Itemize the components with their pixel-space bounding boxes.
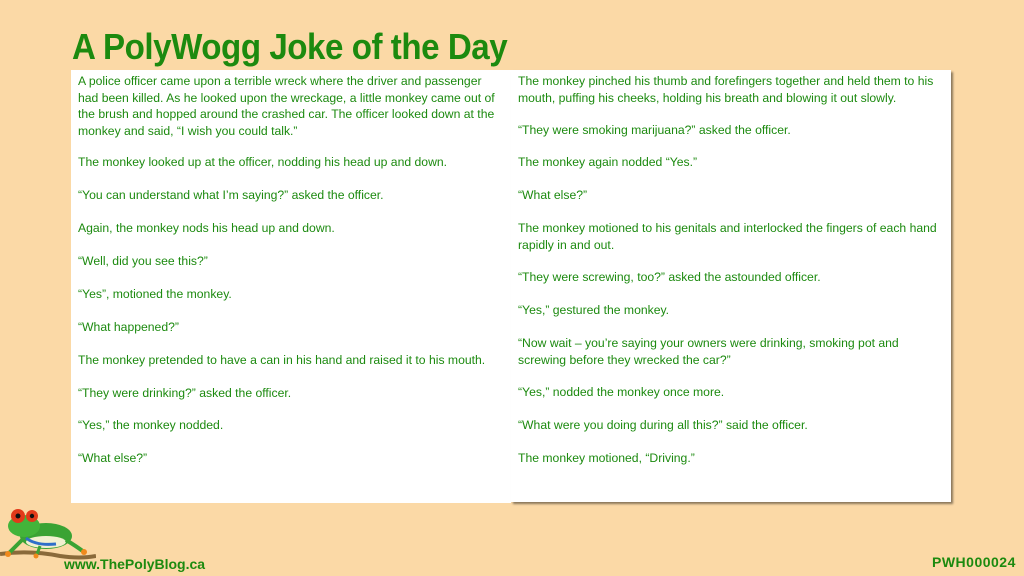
joke-paragraph: The monkey pretended to have a can in his hand and raised it to his mouth. (78, 353, 486, 367)
joke-paragraph: “What happened?” (78, 320, 179, 334)
joke-paragraph: “What else?” (78, 451, 148, 465)
joke-paragraph: “Yes,” nodded the monkey once more. (518, 385, 725, 399)
joke-paragraph: “You can understand what I’m saying?” asked the officer. (78, 188, 384, 202)
joke-paragraph: “What were you doing during all this?” said the officer. (518, 418, 808, 432)
website-link[interactable]: www.ThePolyBlog.ca (64, 556, 206, 572)
joke-paragraph: The monkey motioned, “Driving.” (518, 451, 695, 465)
joke-paragraph: “Yes,” gestured the monkey. (518, 303, 670, 317)
joke-paragraph: The monkey looked up at the officer, nodding his head up and down. (78, 155, 448, 169)
joke-paragraph: “They were screwing, too?” asked the astounded officer. (518, 270, 821, 284)
joke-paragraph: Again, the monkey nods his head up and down. (78, 221, 335, 235)
joke-code: PWH000024 (932, 554, 1016, 570)
page-title: A PolyWogg Joke of the Day (72, 26, 508, 67)
joke-paragraph: “Now wait – you’re saying your owners were drinking, smoking pot and screwing before they wrecked the car?” (518, 336, 899, 367)
tree-frog-icon (0, 496, 96, 562)
joke-paragraph: “What else?” (518, 188, 588, 202)
joke-paragraph: “Yes”, motioned the monkey. (78, 287, 232, 301)
joke-panel-right (511, 70, 951, 502)
joke-paragraph: The monkey motioned to his genitals and interlocked the fingers of each hand rapidly in and out. (518, 221, 937, 252)
joke-paragraph: “They were drinking?” asked the officer. (78, 386, 292, 400)
joke-panel-left (71, 70, 511, 503)
joke-paragraph: A police officer came upon a terrible wreck where the driver and passenger had been killed. As he looked upon the wreckage, a little monkey came out of the brush and hopped around the crashed car. The officer looked down at the monkey and said, “I wish you could talk.” (78, 74, 495, 138)
joke-paragraph: “Yes,” the monkey nodded. (78, 418, 224, 432)
joke-paragraph: “Well, did you see this?” (78, 254, 208, 268)
joke-paragraph: The monkey again nodded “Yes.” (518, 155, 698, 169)
joke-paragraph: “They were smoking marijuana?” asked the officer. (518, 123, 791, 137)
joke-paragraph: The monkey pinched his thumb and forefingers together and held them to his mouth, puffing his cheeks, holding his breath and blowing it out slowly. (518, 74, 934, 105)
